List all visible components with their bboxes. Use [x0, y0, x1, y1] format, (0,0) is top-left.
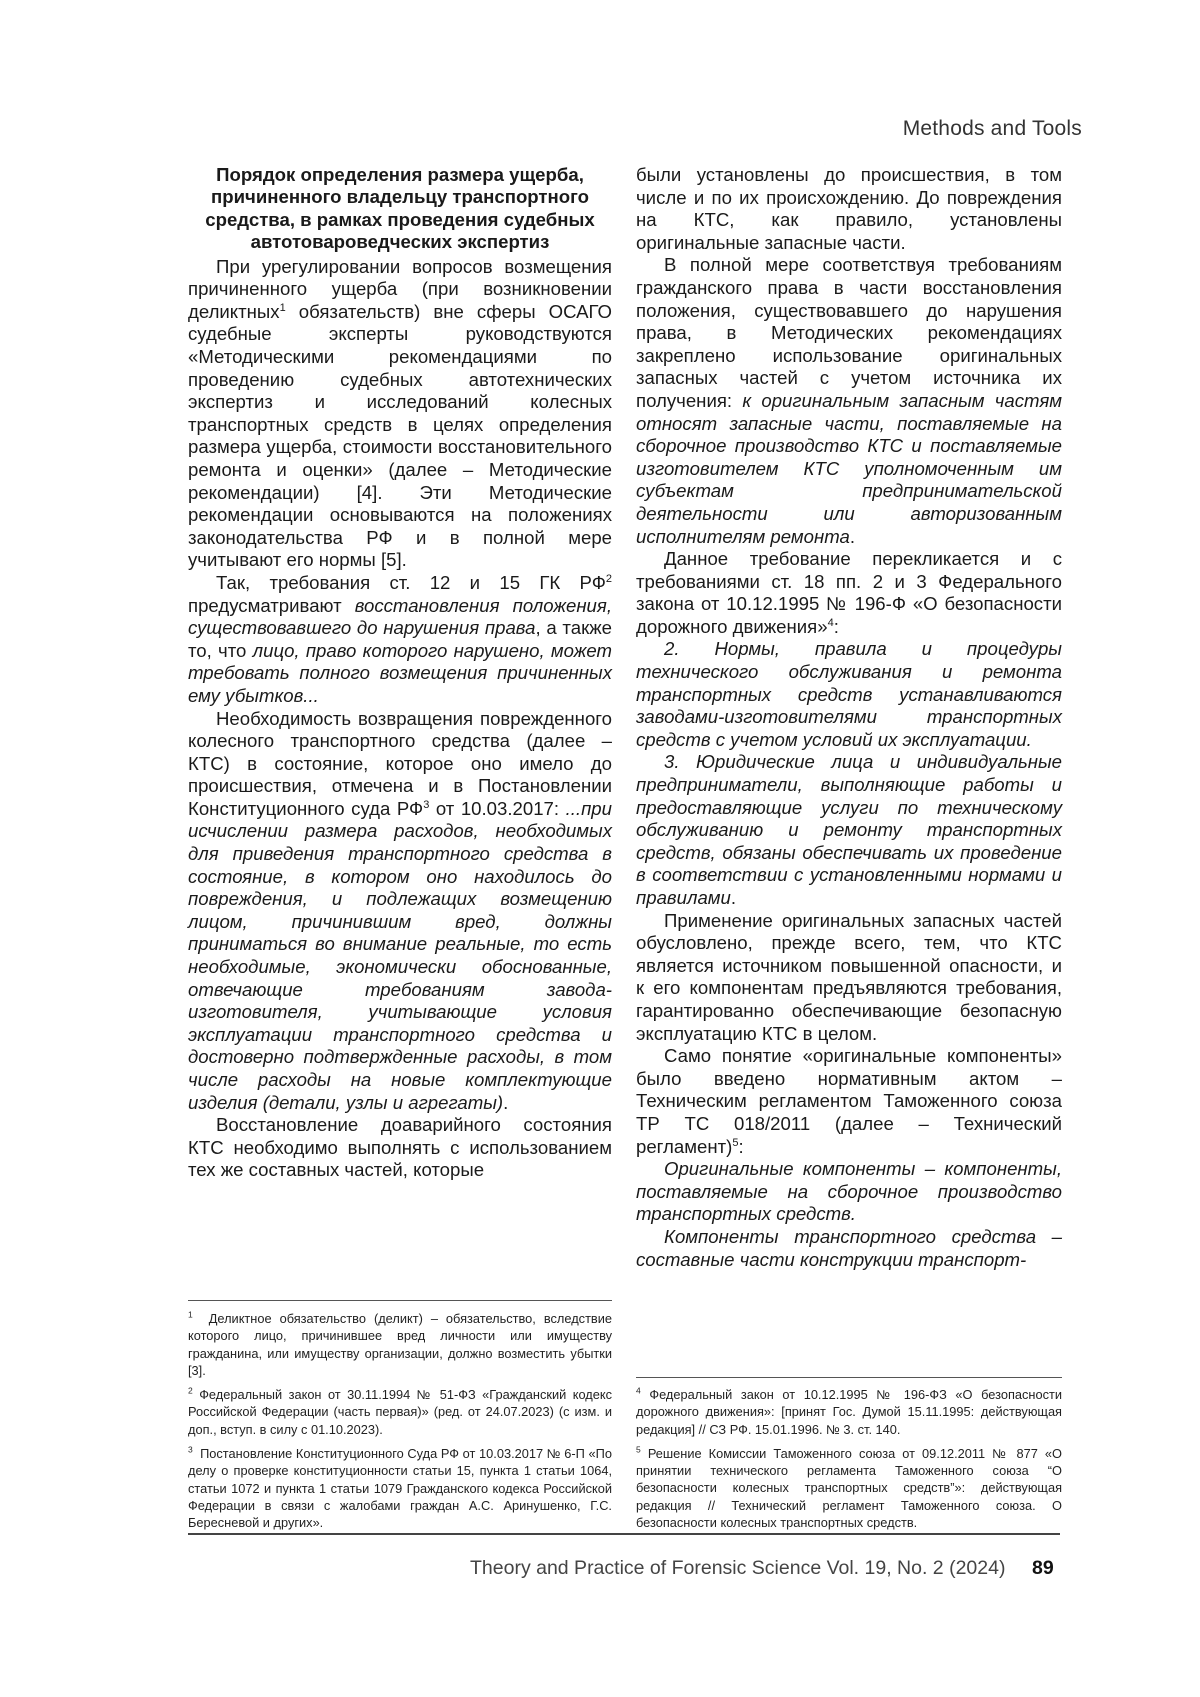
quote-paragraph: 3. Юридические лица и индивидуальные предприниматели, выполняющие работы и предоставляющие услуги по техническому обслуживанию и ремонту транспортных средств, обязаны обеспечивать их проведение в соответствии с установленными нормами и правилами. [636, 751, 1062, 908]
footnote-ref[interactable]: 5 [732, 1136, 739, 1149]
footnotes-right [636, 1386, 1062, 1538]
running-head: Methods and Tools [902, 117, 1082, 140]
footnote-divider [636, 1377, 1062, 1378]
footnotes-left [188, 1310, 612, 1539]
footnote: $^4$ Федеральный закон от 10.12.1995 № 196-ФЗ «О безопасности дорожного движения»: [принят Гос. Думой 15.11.1995: действующая редакция] // СЗ РФ. 15.01.1996. № 3. ст. 140. [636, 1385, 1062, 1437]
paragraph: При урегулировании вопросов возмещения причиненного ущерба (при возникновении деликтных$^1$ обязательств) вне сферы ОСАГО судебные эксперты руководствуются «Методическими рекомендациями по проведению судебных автотехнических экспертиз и исследований колесных транспортных средств в целях определения размера ущерба, стоимости восстановительного ремонта и оценки» (далее – Методические рекомендации) [4]. Эти Методические рекомендации основываются на положениях законодательства РФ и в полной мере учитывают его нормы [5]. [188, 255, 612, 571]
footnote-ref[interactable]: 3 [423, 798, 430, 811]
quote-paragraph: Оригинальные компоненты – компоненты, поставляемые на сборочное производство транспортных средств. [636, 1158, 1062, 1225]
footnote-ref[interactable]: 4 [827, 616, 834, 629]
paragraph: Так, требования ст. 12 и 15 ГК $РФ^2$ предусматривают восстановления положения, существовавшего до нарушения права, а также то, что лицо, право которого нарушено, может требовать полного возмещения причиненных ему убытков... [188, 571, 613, 706]
paragraph: Само понятие «оригинальные компоненты» было введено нормативным актом – Техническим регламентом Таможенного союза ТР ТС 018/2011 (далее – Технический регламент)$^5$: [636, 1045, 1062, 1157]
footnote: $^2$ Федеральный закон от 30.11.1994 № 51-ФЗ «Гражданский кодекс Российской Федерации (часть первая)» (ред. от 24.07.2023) (с изм. и доп., вступ. в силу с 01.10.2023). [188, 1385, 612, 1437]
paragraph: В полной мере соответствуя требованиям гражданского права в части восстановления положения, существовавшего до нарушения права, в Методических рекомендациях закреплено использование оригинальных запасных частей с учетом источника их получения: к оригинальным запасным частям относят запасные части, поставляемые на сборочное производство КТС и поставляемые изготовителем КТС уполномоченным им субъектам предпринимательской деятельности или авторизованным исполнителям ремонта. [636, 254, 1063, 547]
paragraph: были установлены до происшествия, в том числе и по их происхождению. До повреждения на КТС, как правило, установлены оригинальные запасные части. [636, 164, 1062, 253]
quote-paragraph: Компоненты транспортного средства – составные части конструкции транспорт- [636, 1225, 1062, 1270]
footnote: $^5$ Решение Комиссии Таможенного союза от 09.12.2011 № 877 «О принятии технического регламента Таможенного союза “О безопасности колесных транспортных средств”»: действующая редакция // Технический регламент Таможенного союза. О безопасности колесных транспортных средств. [636, 1444, 1063, 1531]
paragraph: Восстановление доаварийного состояния КТС необходимо выполнять с использованием тех же составных частей, которые [188, 1114, 612, 1181]
paragraph: Применение оригинальных запасных частей обусловлено, прежде всего, тем, что КТС является источником повышенной опасности, и к его компонентам предъявляются требования, гарантированно обеспечивающие безопасную эксплуатацию КТС в целом. [636, 909, 1062, 1044]
section-title: Порядок определения размера ущерба, причиненного владельцу транспортного средства, в рамках проведения судебных автотовароведческих экспертиз [205, 164, 595, 253]
quote-paragraph: 2. Нормы, правила и процедуры технического обслуживания и ремонта транспортных средств устанавливаются заводами-изготовителями транспортных средств с учетом условий их эксплуатации. [636, 638, 1062, 750]
footnote-ref[interactable]: 2 [605, 572, 612, 585]
footer-divider [188, 1533, 1060, 1535]
footnote: $^3$ Постановление Конституционного Суда РФ от 10.03.2017 № 6-П «По делу о проверке конституционности статьи 15, пункта 1 статьи 1064, статьи 1072 и пункта 1 статьи 1079 Гражданского кодекса Российской Федерации в связи с жалобами граждан А.С. Аринушенко, Г.С. Бересневой и других». [188, 1444, 612, 1531]
footnote-ref[interactable]: 1 [279, 301, 286, 314]
right-column [636, 164, 1062, 1271]
left-column [188, 164, 612, 1182]
footnote-divider [188, 1300, 612, 1301]
page-number: 89 [1032, 1557, 1054, 1579]
footnote: $^1$ Деликтное обязательство (деликт) – обязательство, вследствие которого лицо, причинившее вред личности или имуществу гражданина, или имуществу организации, должно возместить убытки [3]. [188, 1309, 612, 1378]
paragraph: Необходимость возвращения поврежденного колесного транспортного средства (далее – КТС) в состояние, которое оно имело до происшествия, отмечена и в Постановлении Конституционного суда $РФ^3$ от 10.03.2017: ...при исчислении размера расходов, необходимых для приведения транспортного средства в состояние, в котором оно находилось до повреждения, и подлежащих возмещению лицом, причинившим вред, должны приниматься во внимание реальные, то есть необходимые, экономически обоснованные, отвечающие требованиям завода-изготовителя, учитывающие условия эксплуатации транспортного средства и достоверно подтвержденные расходы, в том числе расходы на новые комплектующие изделия (детали, узлы и агрегаты). [188, 707, 612, 1113]
paragraph: Данное требование перекликается и с требованиями ст. 18 пп. 2 и 3 Федерального закона от 10.12.1995 № 196-Ф «О безопасности дорожного движения»$^4$: [636, 548, 1062, 637]
journal-citation: Theory and Practice of Forensic Science Vol. 19, No. 2 (2024) [470, 1557, 1006, 1579]
